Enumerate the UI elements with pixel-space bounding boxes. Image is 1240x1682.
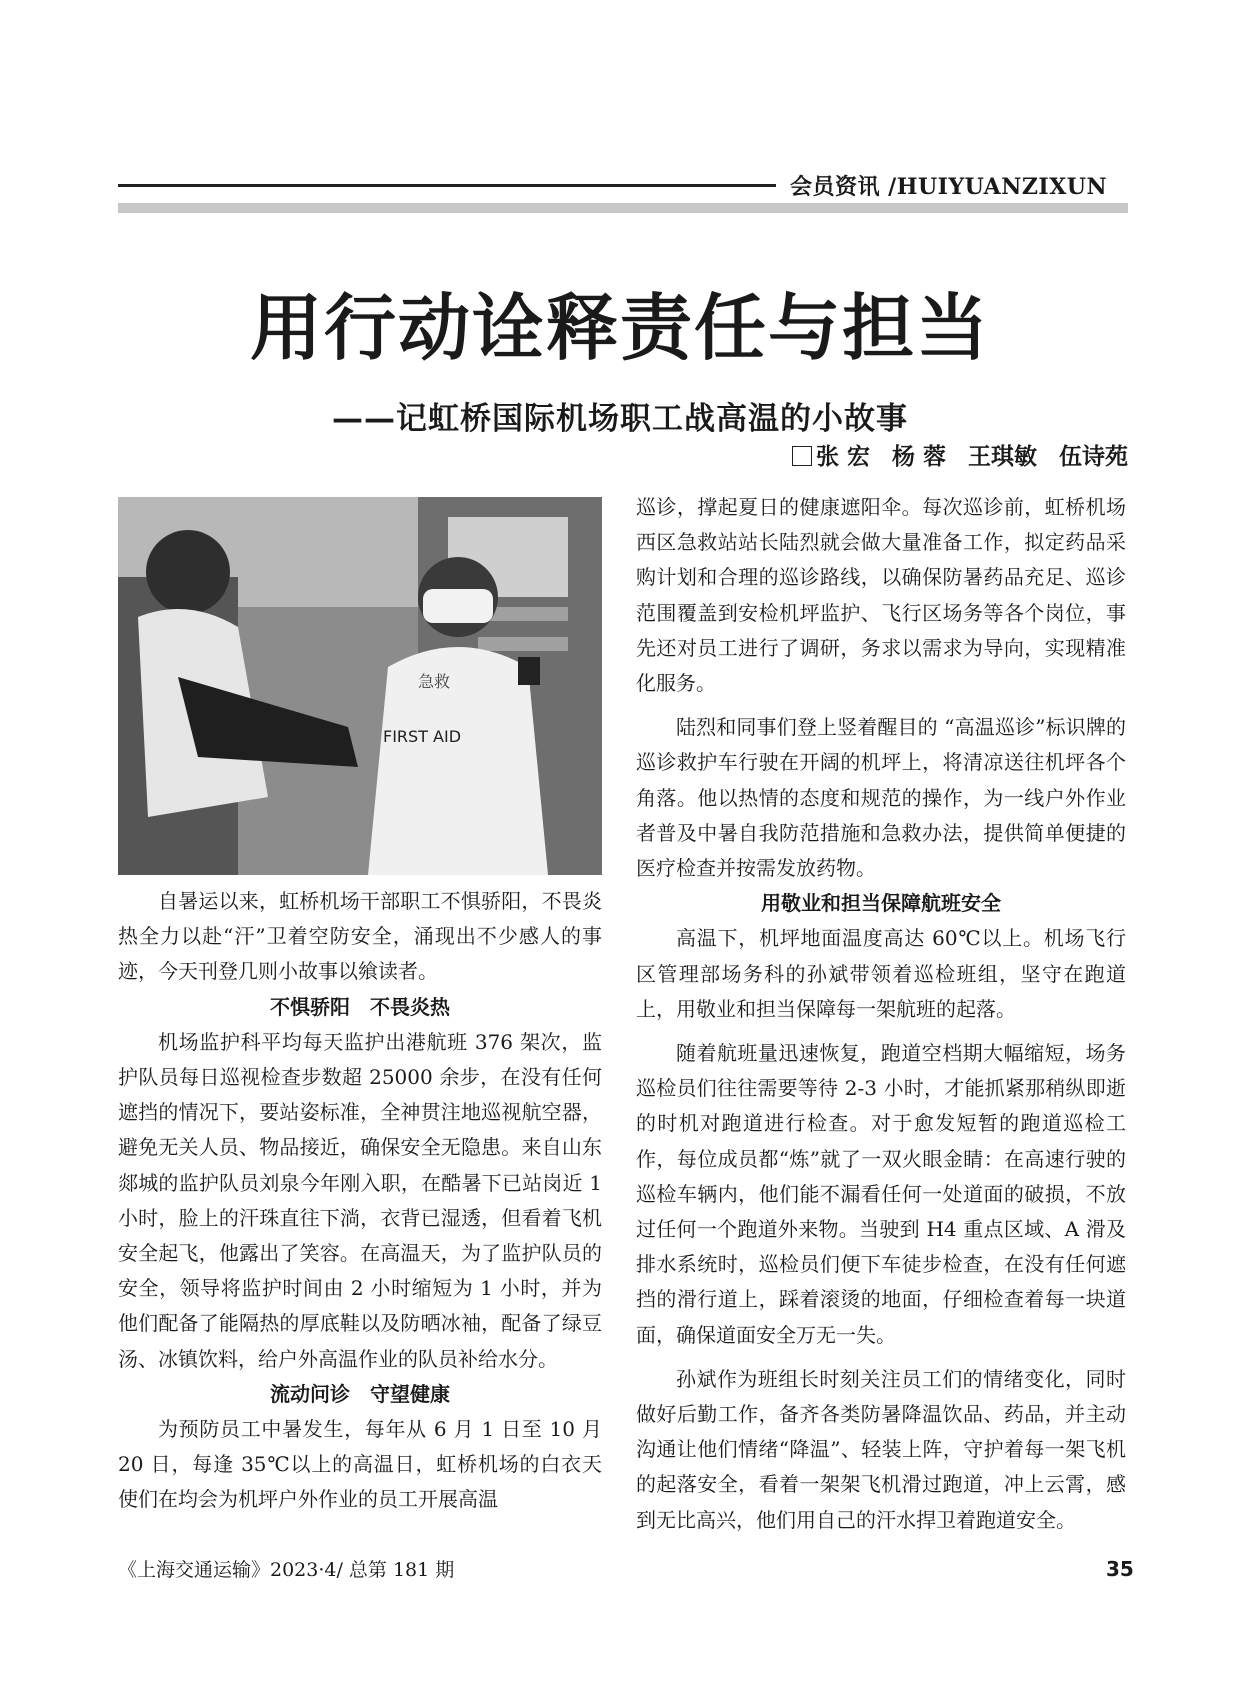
page-number: 35 [1106,1557,1134,1581]
header-rule [118,184,776,187]
photo-badge-text: 急救 [418,672,451,691]
footer-journal: 《上海交通运输》2023·4/ 总第 181 期 [118,1559,455,1581]
section2-paragraph-1-continued: 巡诊，撑起夏日的健康遮阳伞。每次巡诊前，虹桥机场西区急救站站长陆烈就会做大量准备工作，拟定药品采购计划和合理的巡诊路线，以确保防暑药品充足、巡诊范围覆盖到安检机坪监护、飞行区场务等各个岗位，事先还对员工进行了调研，务求以需求为导向，实现精准化服务。 [636,495,1126,696]
article-authors [792,438,1128,471]
photo-patch-text: FIRST AID [383,727,462,746]
section2-paragraph-1: 为预防员工中暑发生，每年从 6 月 1 日至 10 月 20 日，每逢 35℃以上的高温日，虹桥机场的白衣天使们在均会为机坪户外作业的员工开展高温 [118,1417,602,1512]
byline-box-icon [792,446,812,466]
left-column [118,884,602,1518]
section-heading-1: 不惧骄阳 不畏炎热 [270,994,450,1019]
section-heading-2: 流动问诊 守望健康 [270,1381,450,1406]
article-photo [118,497,602,875]
article-title: 用行动诠释责任与担当 [249,285,990,370]
author-1: 张 宏 [815,444,870,470]
section1-paragraph-1: 机场监护科平均每天监护出港航班 376 架次，监护队员每日巡视检查步数超 25000 余步，在没有任何遮挡的情况下，要站姿标准，全神贯注地巡视航空器，避免无关人员、物品接近，确保安全无隐患。来自山东郯城的监护队员刘泉今年刚入职，在酷暑下已站岗近 1 小时，脸上的汗珠直往下淌，衣背已湿透，但看着飞机安全起飞，他露出了笑容。在高温天，为了监护队员的安全，领导将监护时间由 2 小时缩短为 1 小时，并为他们配备了能隔热的厚底鞋以及防晒冰袖，配备了绿豆汤、冰镇饮料，给户外高温作业的队员补给水分。 [118,1029,602,1371]
section3-paragraph-3: 孙斌作为班组长时刻关注员工们的情绪变化，同时做好后勤工作，备齐各类防暑降温饮品、药品，并主动沟通让他们情绪“降温”、轻装上阵，守护着每一架飞机的起落安全，看着一架架飞机滑过跑道，冲上云霄，感到无比高兴，他们用自己的汗水捍卫着跑道安全。 [636,1366,1126,1532]
section3-paragraph-2: 随着航班量迅速恢复，跑道空档期大幅缩短，场务巡检员们往往需要等待 2-3 小时，才能抓紧那稍纵即逝的时机对跑道进行检查。对于愈发短暂的跑道巡检工作，每位成员都“炼”就了一双火眼金睛：在高速行驶的巡检车辆内，他们能不漏看任何一处道面的破损，不放过任何一个跑道外来物。当驶到 H4 重点区域、A 滑及排水系统时，巡检员们便下车徒步检查，在没有任何遮挡的滑行道上，踩着滚烫的地面，仔细检查着每一块道面，确保道面安全万无一失。 [636,1041,1126,1347]
section-heading-3: 用敬业和担当保障航班安全 [761,891,1001,916]
author-2: 杨 蓉 [891,444,946,470]
author-3: 王琪敏 [968,444,1037,470]
section3-paragraph-1: 高温下，机坪地面温度高达 60℃以上。机场飞行区管理部场务科的孙斌带领着巡检班组，坚守在跑道上，用敬业和担当保障每一架航班的起落。 [636,926,1126,1021]
header-bar [118,203,1128,213]
section-header: 会员资讯 /HUIYUANZIXUN [790,174,1108,200]
author-4: 伍诗苑 [1059,444,1128,470]
article-subtitle: ——记虹桥国际机场职工战高温的小故事 [332,401,908,437]
intro-paragraph: 自暑运以来，虹桥机场干部职工不惧骄阳，不畏炎热全力以赴“汗”卫着空防安全，涌现出不少感人的事迹，今天刊登几则小故事以飨读者。 [118,889,602,984]
section2-paragraph-2: 陆烈和同事们登上竖着醒目的 “高温巡诊”标识牌的巡诊救护车行驶在开阔的机坪上，将清凉送往机坪各个角落。他以热情的态度和规范的操作，为一线户外作业者普及中暑自我防范措施和急救办法，提供简单便捷的医疗检查并按需发放药物。 [636,715,1126,881]
right-column [636,490,1126,1538]
